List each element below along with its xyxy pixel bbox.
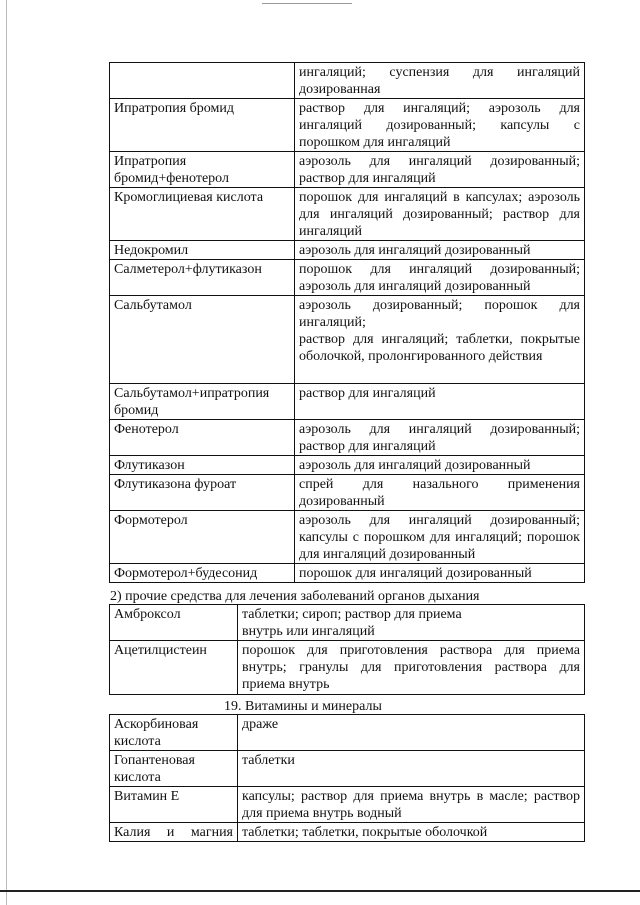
dosage-forms: аэрозоль для ингаляций дозированный; раствор для ингаляций [295, 152, 585, 188]
dosage-forms: аэрозоль для ингаляций дозированный [295, 241, 585, 260]
respiratory-drugs-table [109, 62, 585, 583]
dosage-forms: драже [238, 715, 585, 751]
table-row [110, 260, 585, 296]
drug-name: Формотерол [110, 511, 295, 564]
drug-name: Аскорбиновая кислота [110, 715, 238, 751]
drug-name: Недокромил [110, 241, 295, 260]
other-respiratory-table [109, 604, 585, 695]
drug-name: Гопантеновая кислота [110, 751, 238, 787]
drug-name: Ипратропия бромид+фенотерол [110, 152, 295, 188]
dosage-forms: таблетки; таблетки, покрытые оболочкой [238, 823, 585, 842]
dosage-forms: порошок для ингаляций в капсулах; аэрозоль для ингаляций дозированный; раствор для ингаляций [295, 188, 585, 241]
drug-name: Амброксол [110, 605, 238, 641]
drug-name: Калия и магния [110, 823, 238, 842]
section-heading-vitamins: 19. Витамины и минералы [224, 699, 382, 714]
section-heading-other-respiratory: 2) прочие средства для лечения заболеваний органов дыхания [110, 589, 480, 604]
table-row [110, 63, 585, 99]
dosage-forms: аэрозоль для ингаляций дозированный; раствор для ингаляций [295, 420, 585, 456]
table-row [110, 296, 585, 384]
drug-name: Фенотерол [110, 420, 295, 456]
scan-bottom-edge [0, 890, 640, 892]
drug-name: Ацетилцистеин [110, 641, 238, 695]
table-row [110, 152, 585, 188]
dosage-forms: раствор для ингаляций [295, 384, 585, 420]
dosage-forms: ингаляций; суспензия для ингаляций дозированная [295, 63, 585, 99]
drug-name: Сальбутамол+ипратропия бромид [110, 384, 295, 420]
drug-name: Кромоглициевая кислота [110, 188, 295, 241]
dosage-forms: порошок для ингаляций дозированный [295, 564, 585, 583]
dosage-forms: таблетки [238, 751, 585, 787]
table-row [110, 751, 585, 787]
dosage-forms: раствор для ингаляций; аэрозоль для ингаляций дозированный; капсулы с порошком для ингаляций [295, 99, 585, 152]
table-row [110, 715, 585, 751]
top-rule [262, 3, 352, 4]
drug-name: Флутиказон [110, 456, 295, 475]
dosage-forms: аэрозоль для ингаляций дозированный [295, 456, 585, 475]
table-row [110, 99, 585, 152]
table-row [110, 605, 585, 641]
table-row [110, 511, 585, 564]
scan-edge [6, 0, 7, 905]
dosage-forms: порошок для ингаляций дозированный; аэрозоль для ингаляций дозированный [295, 260, 585, 296]
table-row [110, 420, 585, 456]
dosage-forms: таблетки; сироп; раствор для приема внутрь или ингаляций [238, 605, 585, 641]
table-row [110, 456, 585, 475]
vitamins-table [109, 714, 585, 842]
dosage-forms: аэрозоль дозированный; порошок для ингаляций; раствор для ингаляций; таблетки, покрытые оболочкой, пролонгированного действия [295, 296, 585, 384]
table-row [110, 188, 585, 241]
table-row [110, 475, 585, 511]
drug-name: Флутиказона фуроат [110, 475, 295, 511]
dosage-forms: аэрозоль для ингаляций дозированный; капсулы с порошком для ингаляций; порошок для ингаляций дозированный [295, 511, 585, 564]
dosage-forms: порошок для приготовления раствора для приема внутрь; гранулы для приготовления раствора для приема внутрь [238, 641, 585, 695]
drug-name [110, 63, 295, 99]
table-row [110, 241, 585, 260]
drug-name: Сальбутамол [110, 296, 295, 384]
drug-name: Формотерол+будесонид [110, 564, 295, 583]
table-row [110, 564, 585, 583]
drug-name: Ипратропия бромид [110, 99, 295, 152]
drug-name: Витамин Е [110, 787, 238, 823]
drug-name: Салметерол+флутиказон [110, 260, 295, 296]
table-row [110, 641, 585, 695]
table-row [110, 787, 585, 823]
table-row [110, 384, 585, 420]
dosage-forms: спрей для назального применения дозированный [295, 475, 585, 511]
table-row [110, 823, 585, 842]
dosage-forms: капсулы; раствор для приема внутрь в масле; раствор для приема внутрь водный [238, 787, 585, 823]
